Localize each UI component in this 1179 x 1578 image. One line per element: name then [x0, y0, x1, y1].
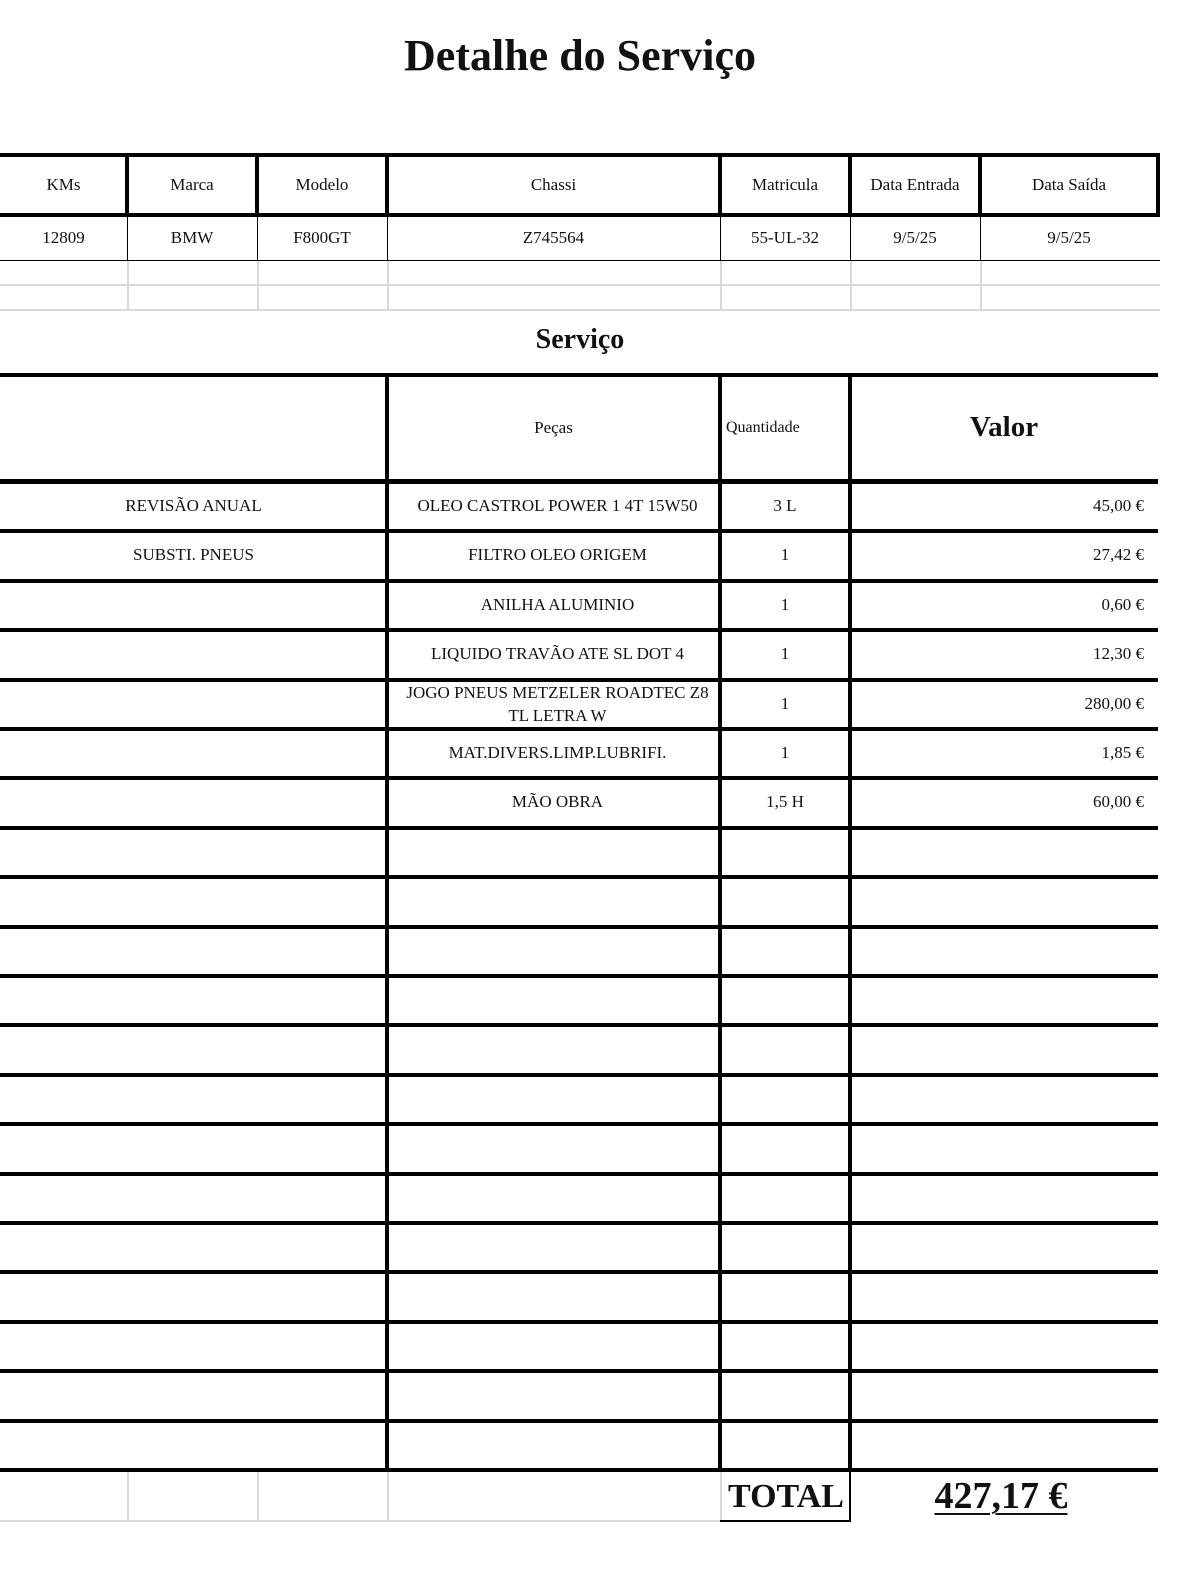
quantidade-cell: 1 — [780, 694, 790, 714]
peca-cell: FILTRO OLEO ORIGEM — [468, 545, 647, 565]
vehicle-header-cell: Data Entrada — [870, 174, 960, 194]
service-row-border — [0, 1468, 1158, 1472]
grid-line — [387, 261, 389, 309]
service-row-border — [0, 925, 1158, 929]
service-row-border — [0, 1122, 1158, 1126]
section-title: Serviço — [535, 324, 625, 355]
service-row-border — [0, 826, 1158, 830]
valor-cell: 0,60 € — [1101, 595, 1144, 615]
service-description-cell — [0, 780, 387, 825]
peca-cell: MAT.DIVERS.LIMP.LUBRIFI. — [448, 743, 667, 763]
peca-cell: ANILHA ALUMINIO — [480, 595, 635, 615]
peca-cell: MÃO OBRA — [511, 792, 604, 812]
valor-cell: 60,00 € — [1093, 792, 1144, 812]
vehicle-header-cell: Data Saída — [1031, 174, 1107, 194]
vehicle-value-cell: F800GT — [293, 228, 351, 248]
peca-cell: JOGO PNEUS METZELER ROADTEC Z8 TL LETRA W — [406, 683, 709, 725]
grid-line — [387, 1472, 389, 1520]
grid-line — [257, 1472, 259, 1520]
grid-line — [720, 1472, 722, 1520]
grid-line — [850, 261, 852, 309]
service-description-cell: SUBSTI. PNEUS — [133, 545, 254, 565]
service-row-border — [0, 1221, 1158, 1225]
vehicle-value-cell: Z745564 — [522, 228, 585, 248]
grid-line — [127, 261, 129, 309]
valor-cell: 1,85 € — [1101, 743, 1144, 763]
total-label: TOTAL — [728, 1478, 844, 1515]
vehicle-value-cell: 55-UL-32 — [751, 228, 819, 248]
vehicle-value-cell: 9/5/25 — [893, 228, 937, 248]
service-row-border — [0, 1023, 1158, 1027]
vehicle-value-cell: BMW — [170, 228, 214, 248]
vehicle-value-cell: 9/5/25 — [1047, 228, 1091, 248]
total-divider — [849, 1472, 851, 1522]
service-row-border — [0, 1172, 1158, 1176]
service-row-border — [0, 974, 1158, 978]
page-title: Detalhe do Serviço — [404, 31, 756, 80]
service-description-cell — [0, 682, 387, 727]
service-description-cell: REVISÃO ANUAL — [125, 496, 262, 516]
valor-cell: 12,30 € — [1093, 644, 1144, 664]
valor-header: Valor — [969, 411, 1039, 444]
grid-line — [980, 261, 982, 309]
vehicle-header-cell: Chassi — [530, 174, 577, 194]
quantidade-cell: 3 L — [773, 496, 797, 516]
service-description-cell — [0, 731, 387, 776]
grid-line — [0, 309, 1160, 311]
peca-cell: LIQUIDO TRAVÃO ATE SL DOT 4 — [431, 644, 684, 664]
quantidade-cell: 1 — [780, 743, 790, 763]
service-row-border — [0, 1419, 1158, 1423]
vehicle-header-cell: Marca — [170, 174, 214, 194]
vehicle-header-cell: KMs — [46, 174, 81, 194]
quantidade-cell: 1,5 H — [766, 792, 804, 812]
service-row-border — [0, 1369, 1158, 1373]
service-row-border — [0, 1073, 1158, 1077]
service-description-cell — [0, 632, 387, 677]
quantidade-cell: 1 — [780, 595, 790, 615]
valor-cell: 45,00 € — [1093, 496, 1144, 516]
vehicle-row-border — [0, 260, 1160, 261]
total-bottom-border — [720, 1520, 850, 1522]
service-column-divider — [848, 373, 852, 1472]
grid-line — [257, 261, 259, 309]
vehicle-header-cell: Modelo — [295, 174, 349, 194]
grid-line — [0, 284, 1160, 286]
service-row-border — [0, 1270, 1158, 1274]
grid-line — [0, 1520, 720, 1522]
quantidade-cell: 1 — [780, 644, 790, 664]
grid-line — [720, 261, 722, 309]
peca-cell: OLEO CASTROL POWER 1 4T 15W50 — [417, 496, 698, 516]
grid-line — [127, 1472, 129, 1520]
quantidade-header: Quantidade — [726, 419, 800, 437]
service-row-border — [0, 1320, 1158, 1324]
service-column-divider — [385, 373, 389, 1472]
service-row-border — [0, 875, 1158, 879]
vehicle-value-cell: 12809 — [42, 228, 85, 248]
quantidade-cell: 1 — [780, 545, 790, 565]
valor-cell: 280,00 € — [1084, 694, 1144, 714]
valor-cell: 27,42 € — [1093, 545, 1144, 565]
service-description-cell — [0, 583, 387, 628]
total-value: 427,17 € — [934, 1475, 1068, 1517]
pecas-header: Peças — [534, 417, 573, 437]
service-column-divider — [718, 373, 722, 1472]
vehicle-header-cell: Matricula — [751, 174, 819, 194]
